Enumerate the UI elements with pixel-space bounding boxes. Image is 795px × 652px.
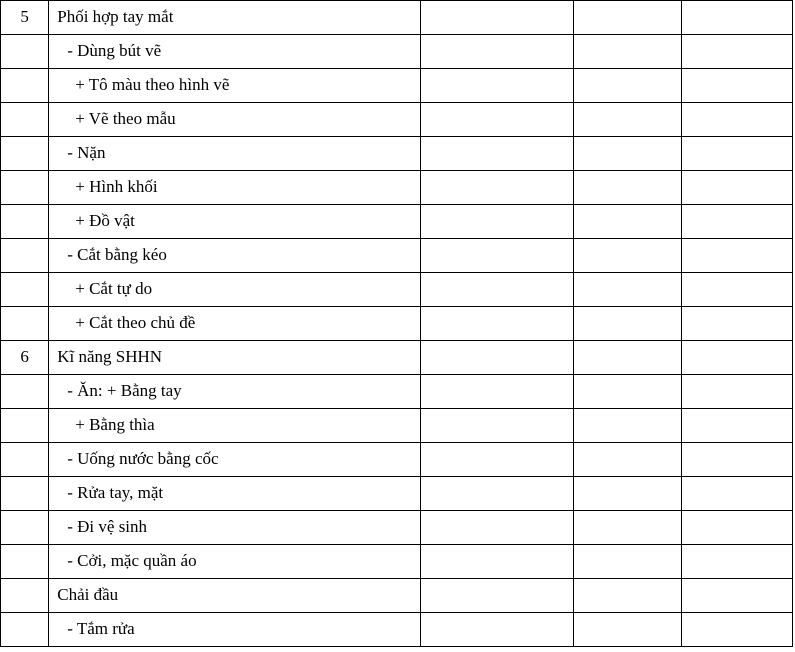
row-value-cell-2[interactable]	[573, 69, 682, 103]
row-value-cell-3[interactable]	[682, 443, 793, 477]
row-value-cell-1[interactable]	[421, 613, 574, 647]
row-value-cell-1[interactable]	[421, 477, 574, 511]
row-value-2	[574, 553, 682, 571]
row-value-cell-1[interactable]	[421, 307, 574, 341]
row-value-2	[574, 179, 682, 197]
row-value-cell-3[interactable]	[682, 307, 793, 341]
row-value-2	[574, 43, 682, 61]
row-content-text: - Đi vệ sinh	[67, 517, 148, 537]
row-content-text: Chải đầu	[57, 585, 119, 605]
row-value-3	[682, 145, 792, 163]
row-value-1	[421, 213, 573, 231]
row-number-cell	[1, 477, 49, 511]
row-value-cell-2[interactable]	[573, 579, 682, 613]
row-value-cell-3[interactable]	[682, 205, 793, 239]
row-number-cell	[1, 375, 49, 409]
row-value-cell-1[interactable]	[421, 341, 574, 375]
row-value-3	[682, 281, 792, 299]
row-value-2	[574, 349, 682, 367]
row-value-3	[682, 587, 792, 605]
row-value-cell-2[interactable]	[573, 103, 682, 137]
row-content-cell	[49, 613, 421, 647]
table-row	[1, 545, 793, 579]
row-value-cell-1[interactable]	[421, 137, 574, 171]
row-value-cell-1[interactable]	[421, 545, 574, 579]
row-content-cell	[49, 375, 421, 409]
row-value-2	[574, 281, 682, 299]
row-number-cell	[1, 307, 49, 341]
row-value-cell-3[interactable]	[682, 477, 793, 511]
row-value-1	[421, 179, 573, 197]
row-value-cell-1[interactable]	[421, 239, 574, 273]
row-value-cell-1[interactable]	[421, 579, 574, 613]
row-content-text: Kĩ năng SHHN	[57, 347, 163, 367]
row-content-cell	[49, 273, 421, 307]
table-row	[1, 579, 793, 613]
row-value-1	[421, 77, 573, 95]
row-value-1	[421, 587, 573, 605]
table-row	[1, 477, 793, 511]
row-value-cell-3[interactable]	[682, 273, 793, 307]
row-value-3	[682, 247, 792, 265]
row-number: 5	[20, 7, 29, 27]
row-value-cell-1[interactable]	[421, 69, 574, 103]
row-value-cell-2[interactable]	[573, 171, 682, 205]
row-content-text: - Nặn	[67, 143, 106, 163]
row-content-text: - Rửa tay, mặt	[67, 483, 164, 503]
row-value-3	[682, 9, 792, 27]
row-content-text: + Cắt tự do	[75, 279, 153, 299]
table-row	[1, 341, 793, 375]
row-value-cell-1[interactable]	[421, 273, 574, 307]
row-value-1	[421, 417, 573, 435]
row-value-2	[574, 485, 682, 503]
table-row	[1, 273, 793, 307]
row-value-1	[421, 111, 573, 129]
row-value-cell-2[interactable]	[573, 511, 682, 545]
row-value-2	[574, 417, 682, 435]
row-content-text: + Hình khối	[75, 177, 158, 197]
row-value-cell-2[interactable]	[573, 307, 682, 341]
row-number-cell	[1, 205, 49, 239]
row-number-cell	[1, 35, 49, 69]
row-value-cell-3[interactable]	[682, 613, 793, 647]
row-value-3	[682, 621, 792, 639]
row-value-1	[421, 9, 573, 27]
row-value-cell-2[interactable]	[573, 341, 682, 375]
table-row	[1, 171, 793, 205]
row-value-2	[574, 315, 682, 333]
row-value-3	[682, 43, 792, 61]
row-value-cell-1[interactable]	[421, 1, 574, 35]
row-content-cell	[49, 69, 421, 103]
row-number-cell	[1, 579, 49, 613]
table-row	[1, 239, 793, 273]
row-value-cell-1[interactable]	[421, 171, 574, 205]
row-number-cell	[1, 613, 49, 647]
row-number-cell	[1, 137, 49, 171]
row-content-cell	[49, 307, 421, 341]
row-value-cell-3[interactable]	[682, 341, 793, 375]
table-row	[1, 511, 793, 545]
row-content-text: + Cắt theo chủ đề	[75, 313, 196, 333]
row-content-cell	[49, 1, 421, 35]
row-value-3	[682, 485, 792, 503]
row-value-2	[574, 213, 682, 231]
row-value-3	[682, 451, 792, 469]
row-value-cell-2[interactable]	[573, 545, 682, 579]
row-value-cell-2[interactable]	[573, 239, 682, 273]
row-value-cell-3[interactable]	[682, 409, 793, 443]
row-value-3	[682, 417, 792, 435]
row-content-cell	[49, 409, 421, 443]
row-content-cell	[49, 239, 421, 273]
table-row	[1, 205, 793, 239]
row-value-1	[421, 519, 573, 537]
row-value-1	[421, 281, 573, 299]
row-content-text: + Vẽ theo mẫu	[75, 109, 176, 129]
row-value-3	[682, 213, 792, 231]
row-value-cell-1[interactable]	[421, 443, 574, 477]
row-content-text: - Cắt bằng kéo	[67, 245, 167, 265]
row-value-1	[421, 247, 573, 265]
row-value-1	[421, 621, 573, 639]
row-content-cell	[49, 103, 421, 137]
row-value-3	[682, 315, 792, 333]
table-row	[1, 613, 793, 647]
row-value-cell-2[interactable]	[573, 273, 682, 307]
row-value-cell-2[interactable]	[573, 443, 682, 477]
row-content-cell	[49, 171, 421, 205]
row-number-cell	[1, 443, 49, 477]
row-value-cell-3[interactable]	[682, 545, 793, 579]
row-value-3	[682, 519, 792, 537]
row-value-1	[421, 43, 573, 61]
row-value-cell-1[interactable]	[421, 409, 574, 443]
row-content-cell	[49, 35, 421, 69]
row-value-2	[574, 587, 682, 605]
row-value-cell-2[interactable]	[573, 477, 682, 511]
row-value-cell-3[interactable]	[682, 137, 793, 171]
row-content-text: - Dùng bút vẽ	[67, 41, 162, 61]
row-value-cell-1[interactable]	[421, 511, 574, 545]
row-number-cell	[1, 341, 49, 375]
row-value-3	[682, 553, 792, 571]
row-content-cell	[49, 579, 421, 613]
row-value-cell-1[interactable]	[421, 103, 574, 137]
row-content-text: - Uống nước bằng cốc	[67, 449, 219, 469]
row-content-cell	[49, 137, 421, 171]
row-number-cell	[1, 69, 49, 103]
row-value-2	[574, 247, 682, 265]
row-value-cell-2[interactable]	[573, 613, 682, 647]
row-value-2	[574, 111, 682, 129]
row-number-cell	[1, 171, 49, 205]
row-value-2	[574, 145, 682, 163]
row-value-cell-3[interactable]	[682, 103, 793, 137]
row-content-text: - Cởi, mặc quần áo	[67, 551, 197, 571]
table-row	[1, 69, 793, 103]
row-value-cell-3[interactable]	[682, 511, 793, 545]
table-row	[1, 307, 793, 341]
row-content-cell	[49, 341, 421, 375]
row-number-cell	[1, 545, 49, 579]
row-value-cell-2[interactable]	[573, 375, 682, 409]
row-value-cell-2[interactable]	[573, 137, 682, 171]
row-value-cell-1[interactable]	[421, 375, 574, 409]
row-number: 6	[20, 347, 29, 367]
row-number-cell	[1, 239, 49, 273]
row-value-1	[421, 451, 573, 469]
row-value-cell-1[interactable]	[421, 205, 574, 239]
row-content-cell	[49, 443, 421, 477]
row-number-cell	[1, 273, 49, 307]
table-row	[1, 103, 793, 137]
table-row	[1, 375, 793, 409]
row-value-1	[421, 315, 573, 333]
table-row	[1, 137, 793, 171]
table-row	[1, 1, 793, 35]
row-value-1	[421, 349, 573, 367]
table-row	[1, 409, 793, 443]
table-body	[1, 1, 793, 647]
row-value-2	[574, 383, 682, 401]
row-content-cell	[49, 205, 421, 239]
row-number-cell	[1, 1, 49, 35]
row-content-text: + Đồ vật	[75, 211, 135, 231]
row-value-3	[682, 349, 792, 367]
row-value-cell-3[interactable]	[682, 171, 793, 205]
row-value-cell-3[interactable]	[682, 35, 793, 69]
row-value-cell-2[interactable]	[573, 205, 682, 239]
row-number-cell	[1, 511, 49, 545]
row-content-cell	[49, 545, 421, 579]
row-value-1	[421, 553, 573, 571]
row-content-text: Phối hợp tay mắt	[57, 7, 174, 27]
row-value-2	[574, 77, 682, 95]
row-value-3	[682, 179, 792, 197]
row-value-cell-1[interactable]	[421, 35, 574, 69]
row-value-2	[574, 621, 682, 639]
row-value-cell-3[interactable]	[682, 239, 793, 273]
row-value-cell-3[interactable]	[682, 69, 793, 103]
row-value-1	[421, 485, 573, 503]
row-content-text: - Tắm rửa	[67, 619, 135, 639]
row-value-cell-3[interactable]	[682, 375, 793, 409]
row-value-2	[574, 451, 682, 469]
row-value-cell-2[interactable]	[573, 35, 682, 69]
row-content-cell	[49, 511, 421, 545]
row-value-3	[682, 383, 792, 401]
table-row	[1, 35, 793, 69]
row-value-1	[421, 145, 573, 163]
row-value-cell-3[interactable]	[682, 1, 793, 35]
row-value-3	[682, 77, 792, 95]
row-value-2	[574, 9, 682, 27]
row-value-cell-2[interactable]	[573, 1, 682, 35]
row-number-cell	[1, 103, 49, 137]
table-row	[1, 443, 793, 477]
row-value-cell-2[interactable]	[573, 409, 682, 443]
row-content-text: + Bằng thìa	[75, 415, 155, 435]
row-content-cell	[49, 477, 421, 511]
row-content-text: + Tô màu theo hình vẽ	[75, 75, 230, 95]
row-value-1	[421, 383, 573, 401]
row-value-2	[574, 519, 682, 537]
row-number-cell	[1, 409, 49, 443]
row-value-3	[682, 111, 792, 129]
row-value-cell-3[interactable]	[682, 579, 793, 613]
row-content-text: - Ăn: + Bằng tay	[67, 381, 182, 401]
